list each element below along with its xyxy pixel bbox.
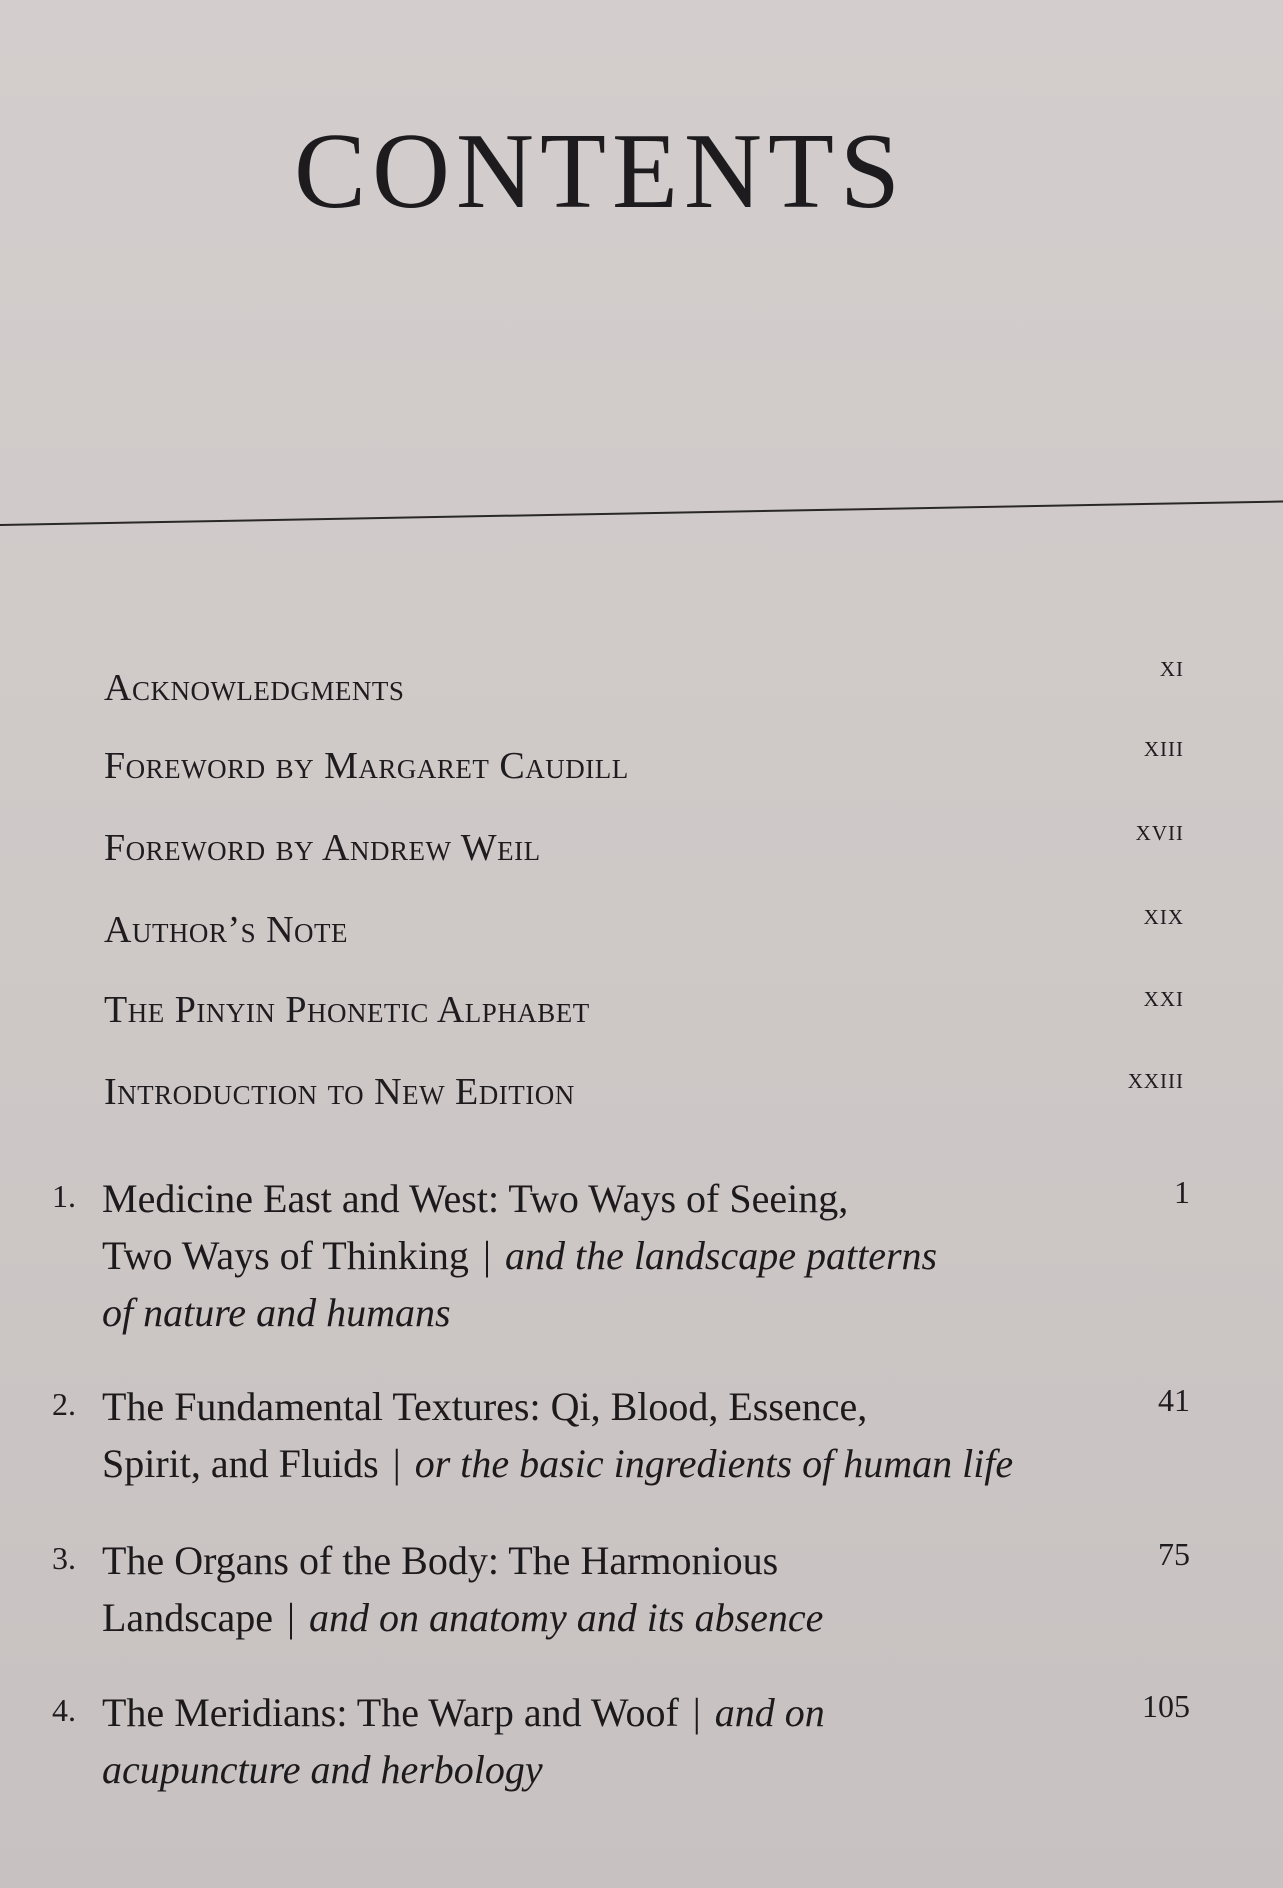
toc-entry-page: xiii bbox=[1143, 730, 1184, 763]
toc-entry-page: xxi bbox=[1143, 980, 1184, 1013]
chapter-title-cont: Spirit, and Fluids bbox=[102, 1441, 379, 1486]
toc-entry-acknowledgments[interactable] bbox=[104, 650, 1184, 710]
chapter-title-cont: Two Ways of Thinking bbox=[102, 1233, 469, 1278]
chapter-subtitle: acupuncture and herbology bbox=[102, 1747, 543, 1792]
toc-entry-label: Foreword by Andrew Weil bbox=[104, 827, 541, 869]
page-title: CONTENTS bbox=[294, 112, 906, 231]
toc-entry-label: Acknowledgments bbox=[104, 667, 405, 709]
horizontal-rule bbox=[0, 500, 1283, 526]
chapter-page: 1 bbox=[1174, 1174, 1190, 1210]
toc-entry-pinyin-alphabet[interactable] bbox=[104, 980, 1184, 1034]
chapter-page: 41 bbox=[1158, 1382, 1190, 1418]
chapter-title-line: Medicine East and West: Two Ways of Seeing, bbox=[102, 1176, 849, 1221]
chapter-separator: | bbox=[287, 1595, 296, 1640]
chapter-subtitle: and the landscape patterns bbox=[504, 1233, 938, 1278]
chapter-number: 4. bbox=[52, 1692, 76, 1728]
chapter-title-line bbox=[102, 1684, 1102, 1741]
toc-entry-label: Introduction to New Edition bbox=[104, 1071, 575, 1113]
toc-entry-introduction[interactable] bbox=[104, 1062, 1184, 1116]
chapter-number: 1. bbox=[52, 1178, 76, 1214]
chapter-separator: | bbox=[482, 1233, 491, 1278]
chapter-title-line bbox=[102, 1435, 1102, 1492]
chapter-page: 75 bbox=[1158, 1536, 1190, 1572]
chapter-title bbox=[102, 1170, 1102, 1341]
chapter-subtitle: and on bbox=[714, 1690, 825, 1735]
toc-entry-page: xi bbox=[1159, 650, 1184, 683]
chapter-title-line: The Fundamental Textures: Qi, Blood, Essence, bbox=[102, 1384, 868, 1429]
chapter-title-cont: The Meridians: The Warp and Woof bbox=[102, 1690, 679, 1735]
chapter-subtitle: or the basic ingredients of human life bbox=[414, 1441, 1014, 1486]
chapter-title-line bbox=[102, 1227, 1102, 1284]
chapter-separator: | bbox=[392, 1441, 401, 1486]
chapter-number: 3. bbox=[52, 1540, 76, 1576]
toc-entry-page: xxiii bbox=[1127, 1062, 1184, 1095]
toc-entry-label: Author’s Note bbox=[104, 909, 349, 951]
toc-entry-foreword-caudill[interactable] bbox=[104, 730, 1184, 790]
chapter-title bbox=[102, 1532, 1102, 1646]
chapter-page: 105 bbox=[1142, 1688, 1190, 1724]
chapter-title-line bbox=[102, 1589, 1102, 1646]
toc-entry-label: Foreword by Margaret Caudill bbox=[104, 745, 629, 787]
chapter-title bbox=[102, 1378, 1102, 1492]
chapter-subtitle: of nature and humans bbox=[102, 1290, 451, 1335]
toc-entry-page: xvii bbox=[1135, 814, 1184, 847]
toc-entry-page: xix bbox=[1143, 898, 1184, 931]
toc-entry-foreword-weil[interactable] bbox=[104, 814, 1184, 872]
chapter-title-cont: Landscape bbox=[102, 1595, 274, 1640]
chapter-separator: | bbox=[692, 1690, 701, 1735]
chapter-title bbox=[102, 1684, 1102, 1798]
toc-entry-label: The Pinyin Phonetic Alphabet bbox=[104, 989, 590, 1031]
chapter-title-line: The Organs of the Body: The Harmonious bbox=[102, 1538, 779, 1583]
chapter-subtitle: and on anatomy and its absence bbox=[309, 1595, 824, 1640]
chapter-number: 2. bbox=[52, 1386, 76, 1422]
toc-entry-authors-note[interactable] bbox=[104, 898, 1184, 954]
